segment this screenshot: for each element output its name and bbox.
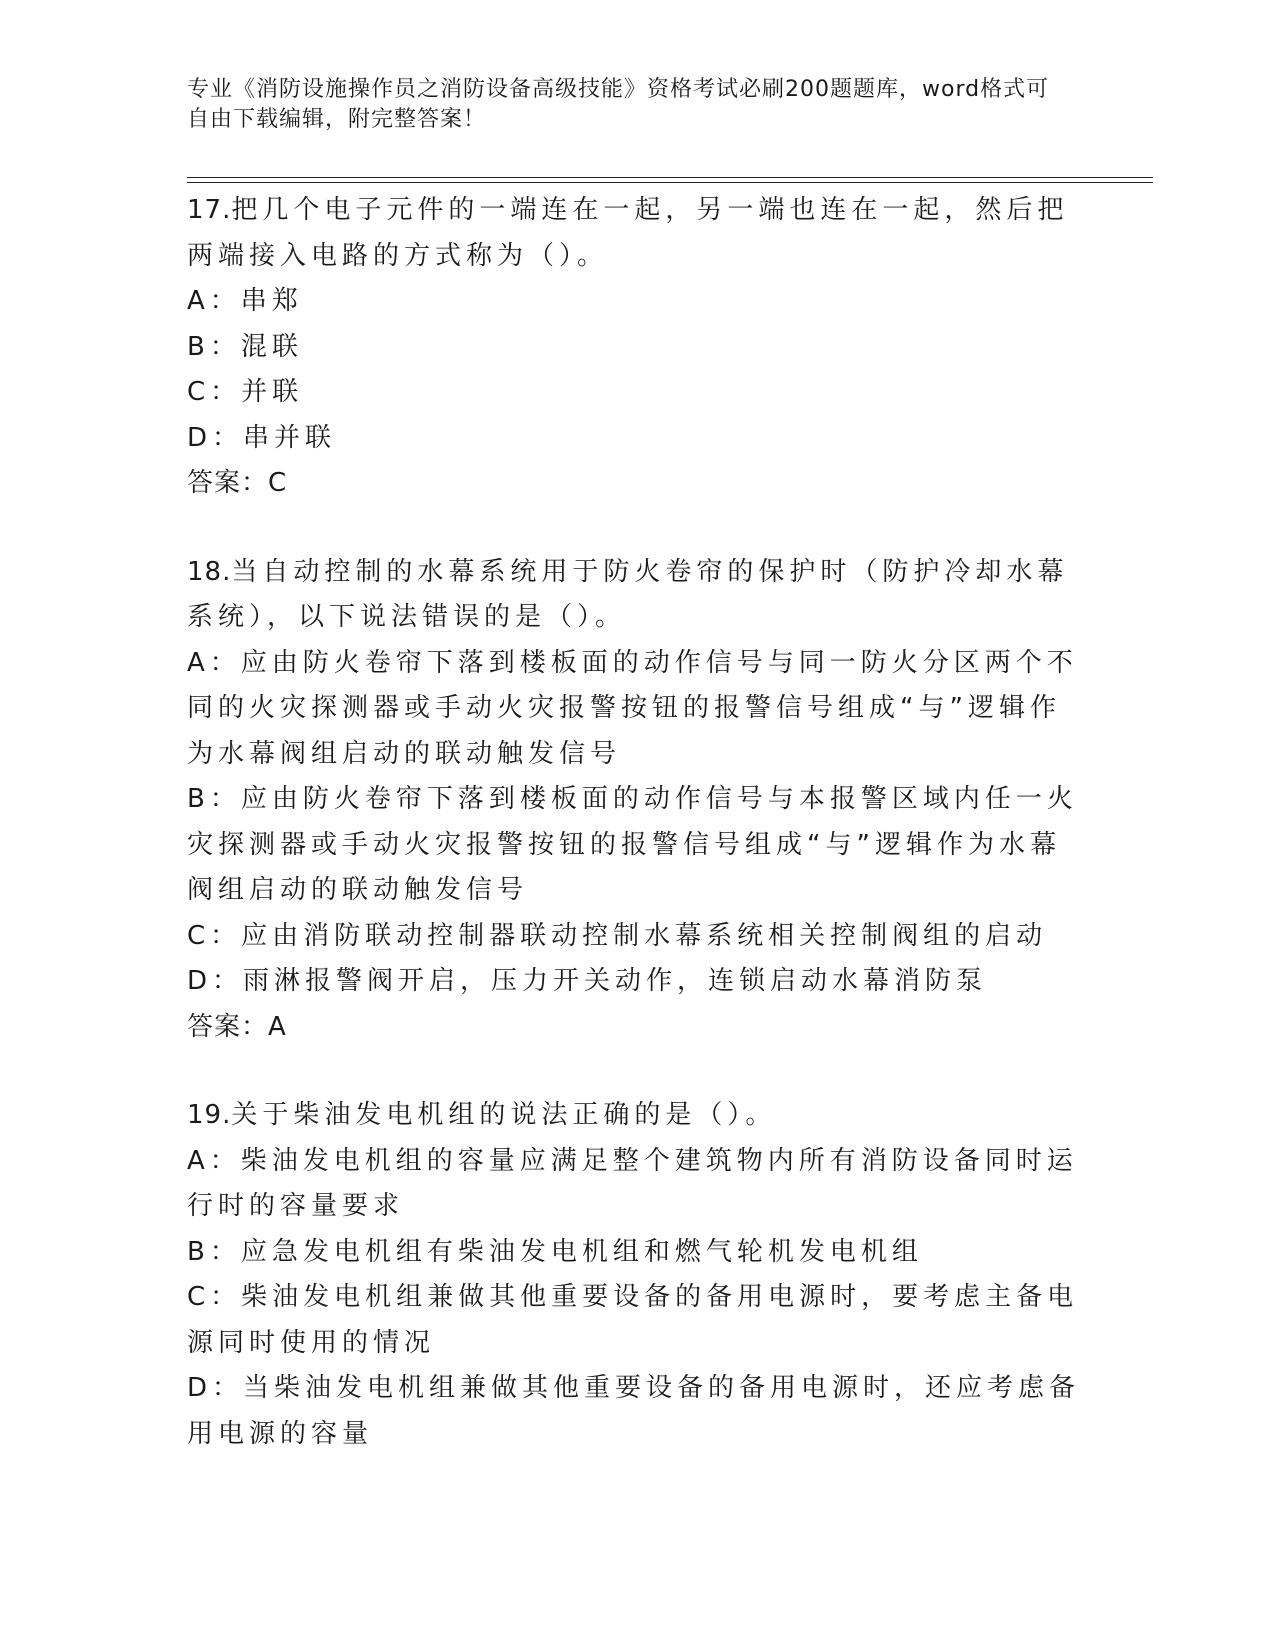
- option-d: D：串并联: [187, 422, 337, 453]
- option-b: B：应急发电机组有柴油发电机组和燃气轮机发电机组: [187, 1236, 923, 1267]
- question-number: 17.: [187, 195, 232, 225]
- option-c: C：并联: [187, 377, 304, 407]
- question-text: 把几个电子元件的一端连在一起，另一端也连在一起，然后把两端接入电路的方式称为（）。: [187, 195, 1069, 271]
- question-text: 关于柴油发电机组的说法正确的是（）。: [231, 1100, 777, 1130]
- question-stem: [187, 550, 1087, 641]
- answer-line: 答案：C: [187, 468, 288, 498]
- question-17: [187, 188, 1087, 507]
- question-list: [187, 188, 1087, 1500]
- question-text: 当自动控制的水幕系统用于防火卷帘的保护时（防护冷却水幕系统），以下说法错误的是（）。: [187, 556, 1069, 632]
- option-a: A：串郑: [187, 286, 303, 316]
- answer-line: 答案：A: [187, 1011, 287, 1042]
- header-divider-bottom: [187, 182, 1153, 183]
- option-b: B：应由防火卷帘下落到楼板面的动作信号与本报警区域内任一火灾探测器或手动火灾报警按钮的报警信号组成“与”逻辑作为水幕阀组启动的联动触发信号: [187, 784, 1078, 905]
- question-18: [187, 550, 1087, 1051]
- question-number: 19.: [187, 1100, 232, 1130]
- option-d: D：当柴油发电机组兼做其他重要设备的备用电源时，还应考虑备用电源的容量: [187, 1373, 1081, 1449]
- question-stem: [187, 1093, 1087, 1139]
- option-a: A：应由防火卷帘下落到楼板面的动作信号与同一防火分区两个不同的火灾探测器或手动火灾报警按钮的报警信号组成“与”逻辑作为水幕阀组启动的联动触发信号: [187, 647, 1078, 769]
- option-d: D：雨淋报警阀开启，压力开关动作，连锁启动水幕消防泵: [187, 966, 988, 996]
- question-stem: [187, 188, 1087, 279]
- option-c: C：应由消防联动控制器联动控制水幕系统相关控制阀组的启动: [187, 920, 1048, 951]
- header-divider-top: [187, 177, 1153, 178]
- question-19: [187, 1093, 1087, 1457]
- option-c: C：柴油发电机组兼做其他重要设备的备用电源时，要考虑主备电源同时使用的情况: [187, 1282, 1079, 1358]
- question-number: 18.: [187, 556, 232, 587]
- option-a: A：柴油发电机组的容量应满足整个建筑物内所有消防设备同时运行时的容量要求: [187, 1145, 1078, 1221]
- document-header: 专业《消防设施操作员之消防设备高级技能》资格考试必刷200题题库，word格式可自由下载编辑，附完整答案！: [187, 77, 1050, 132]
- option-b: B：混联: [187, 331, 303, 362]
